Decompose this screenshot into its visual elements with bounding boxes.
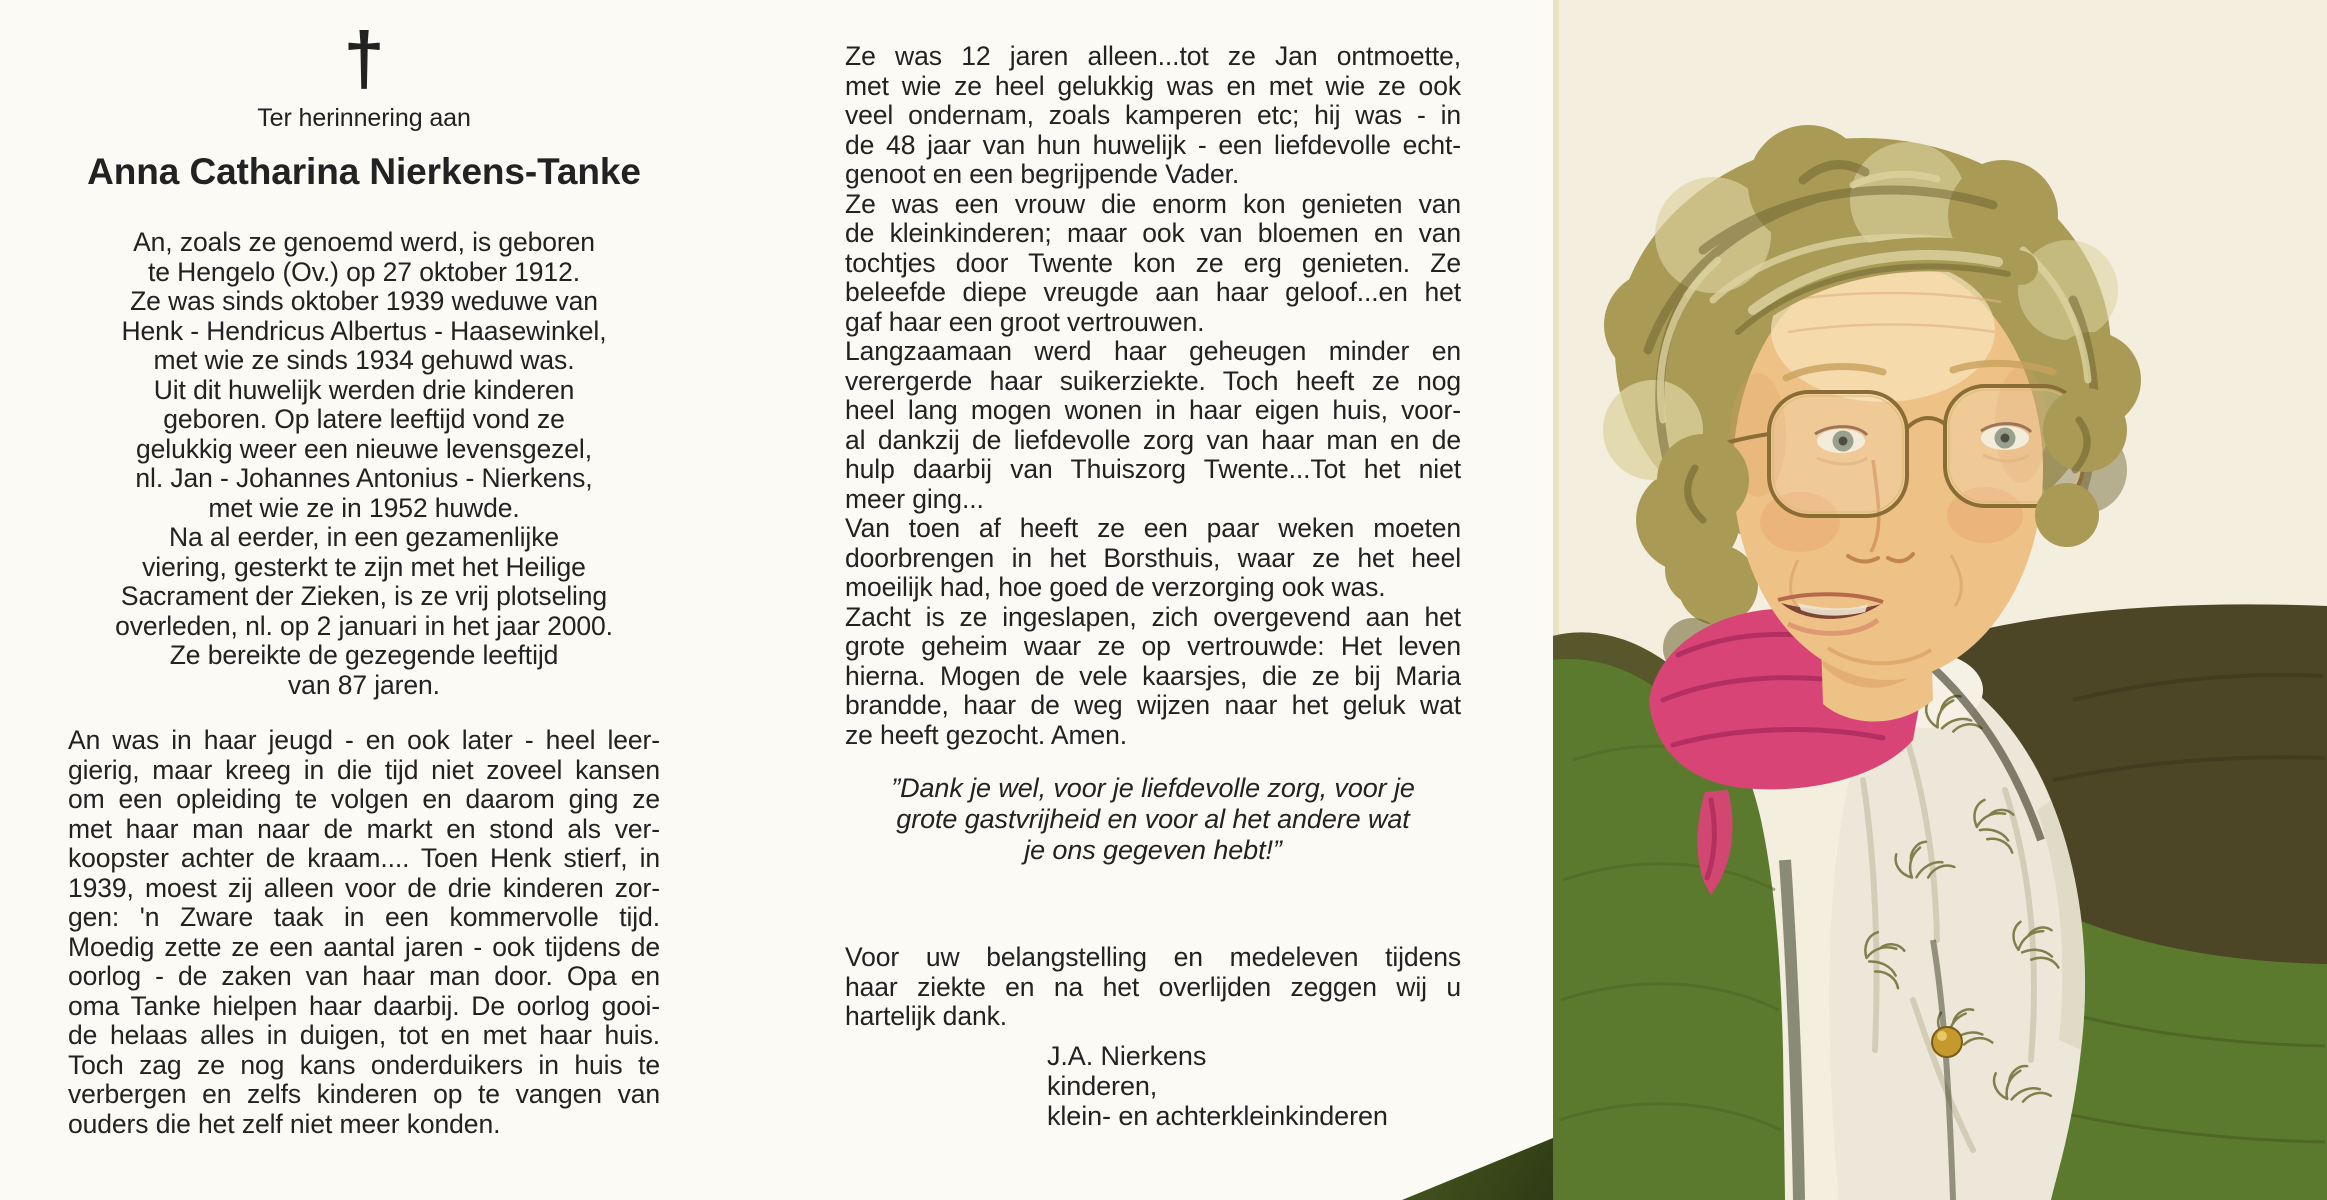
text-line: oma Tanke hielpen haar daarbij. De oorlog gooi-	[68, 990, 660, 1021]
text-line: gaf haar een groot vertrouwen.	[845, 306, 1205, 337]
text-line: moeilijk had, hoe goed de verzorging ook was.	[845, 572, 1386, 602]
text-line: je ons gegeven hebt!”	[1024, 835, 1282, 865]
text-line: ouders die het zelf niet meer konden.	[68, 1108, 501, 1139]
text-line: hierna. Mogen de vele kaarsjes, die ze bij Maria	[845, 660, 1461, 691]
text-line: Ze was sinds oktober 1939 weduwe van	[130, 286, 598, 316]
text-line: viering, gesterkt te zijn met het Heilige	[142, 551, 586, 582]
text-line: ”Dank je wel, voor je liefdevolle zorg, voor je	[891, 773, 1415, 803]
text-line: Uit dit huwelijk werden drie kinderen	[153, 374, 575, 405]
text-line: Na al eerder, in een gezamenlijke	[168, 522, 560, 552]
text-line: An, zoals ze genoemd werd, is geboren	[133, 227, 595, 257]
thanks-paragraph	[845, 943, 1461, 1032]
text-line: met haar man naar de markt en stond als ver-	[68, 813, 660, 844]
left-text-column	[68, 0, 660, 1200]
text-line: de kleinkinderen; maar ook van bloemen en van	[845, 218, 1461, 248]
memorial-paragraph	[845, 190, 1461, 338]
text-line: brandde, haar de weg wijzen naar het geluk wat	[845, 690, 1461, 720]
text-line: hartelijk dank.	[845, 1001, 1008, 1031]
text-line: Voor uw belangstelling en medeleven tijdens	[845, 942, 1461, 972]
text-line: Zacht is ze ingeslapen, zich overgevend aan het	[845, 601, 1461, 632]
memorial-text-flow	[845, 42, 1461, 750]
text-line: klein- en achterkleinkinderen	[1047, 1101, 1388, 1131]
text-line: veel ondernam, zoals kamperen etc; hij was - in	[845, 100, 1461, 130]
text-line: grote geheim waar ze op vertrouwde: Het leven	[845, 631, 1461, 661]
memorial-paragraph	[845, 337, 1461, 514]
life-paragraph	[68, 726, 660, 1139]
text-line: genoot en een begrijpende Vader.	[845, 159, 1240, 189]
text-line: verergerde haar suikerziekte. Toch heeft ze nog	[845, 365, 1461, 396]
text-line: nl. Jan - Johannes Antonius - Nierkens,	[135, 463, 593, 493]
text-line: te Hengelo (Ov.) op 27 oktober 1912.	[148, 256, 580, 287]
text-line: Van toen af heeft ze een paar weken moeten	[845, 513, 1461, 543]
text-line: Henk - Hendricus Albertus - Haasewinkel,	[121, 315, 607, 346]
text-line: Ze bereikte de gezegende leeftijd	[169, 640, 559, 670]
text-line: Sacrament der Zieken, is ze vrij plotseling	[120, 581, 608, 611]
text-line: met wie ze sinds 1934 gehuwd was.	[153, 345, 575, 375]
text-line: met wie ze heel gelukkig was en met wie ze ook	[845, 70, 1461, 101]
text-line: An was in haar jeugd - en ook later - heel leer-	[68, 725, 660, 755]
text-line: van 87 jaren.	[288, 669, 440, 700]
text-line: Langzaamaan werd haar geheugen minder en	[845, 336, 1461, 366]
text-line: 1939, moest zij alleen voor de drie kinderen zor-	[68, 872, 660, 903]
memorial-paragraph	[845, 514, 1461, 603]
gratitude-quote	[845, 773, 1461, 866]
text-line: haar ziekte en na het overlijden zeggen wij u	[845, 971, 1461, 1002]
cross-symbol: †	[343, 17, 385, 100]
text-line: ze heeft gezocht. Amen.	[845, 719, 1128, 750]
text-line: Ze was 12 jaren alleen...tot ze Jan ontmoette,	[845, 41, 1461, 71]
memorial-paragraph	[845, 603, 1461, 751]
middle-text-column	[845, 0, 1461, 1200]
text-line: oorlog - de zaken van haar man door. Opa en	[68, 961, 660, 991]
text-line: hulp daarbij van Thuiszorg Twente...Tot het niet	[845, 454, 1461, 484]
memorial-intro: Ter herinnering aan	[257, 104, 471, 132]
deceased-name: Anna Catharina Nierkens-Tanke	[87, 151, 641, 192]
text-line: heel lang mogen wonen in haar eigen huis, voor-	[845, 395, 1461, 425]
text-line: overleden, nl. op 2 januari in het jaar 2000.	[115, 610, 613, 641]
text-line: al dankzij de liefdevolle zorg van haar man en de	[845, 424, 1461, 455]
text-line: J.A. Nierkens	[1047, 1041, 1207, 1071]
text-line: gen: 'n Zware taak in een kommervolle tijd.	[68, 902, 660, 932]
text-line: tochtjes door Twente kon ze erg genieten. Ze	[845, 247, 1461, 278]
signature-block	[845, 1041, 1461, 1131]
text-line: met wie ze in 1952 huwde.	[208, 492, 520, 523]
portrait-photo	[1553, 0, 2327, 1200]
text-line: gelukkig weer een nieuwe levensgezel,	[136, 433, 592, 464]
portrait-illustration	[1553, 0, 2327, 1200]
text-line: beleefde diepe vreugde aan haar geloof...en het	[845, 277, 1461, 307]
text-line: Toch zag ze nog kans onderduikers in huis te	[68, 1049, 660, 1080]
text-line: om een opleiding te volgen en daarom ging ze	[68, 784, 660, 814]
text-line: Moedig zette ze een aantal jaren - ook tijdens de	[68, 931, 660, 962]
memorial-paragraph	[845, 42, 1461, 190]
text-line: de 48 jaar van hun huwelijk - een liefdevolle echt-	[845, 129, 1461, 160]
text-line: grote gastvrijheid en voor al het andere wat	[896, 804, 1410, 834]
text-line: verbergen en zelfs kinderen op te vangen van	[68, 1079, 660, 1109]
biography-paragraph	[68, 228, 660, 700]
text-line: koopster achter de kraam.... Toen Henk stierf, in	[68, 843, 660, 873]
text-line: geboren. Op latere leeftijd vond ze	[163, 404, 565, 434]
text-line: kinderen,	[1047, 1071, 1158, 1101]
gold-button	[1932, 1027, 1962, 1057]
text-line: doorbrengen in het Borsthuis, waar ze het heel	[845, 542, 1461, 573]
text-line: Ze was een vrouw die enorm kon genieten van	[845, 188, 1461, 219]
text-line: meer ging...	[845, 483, 984, 514]
text-line: gierig, maar kreeg in die tijd niet zoveel kansen	[68, 754, 660, 785]
text-line: de helaas alles in duigen, tot en met haar huis.	[68, 1020, 660, 1050]
